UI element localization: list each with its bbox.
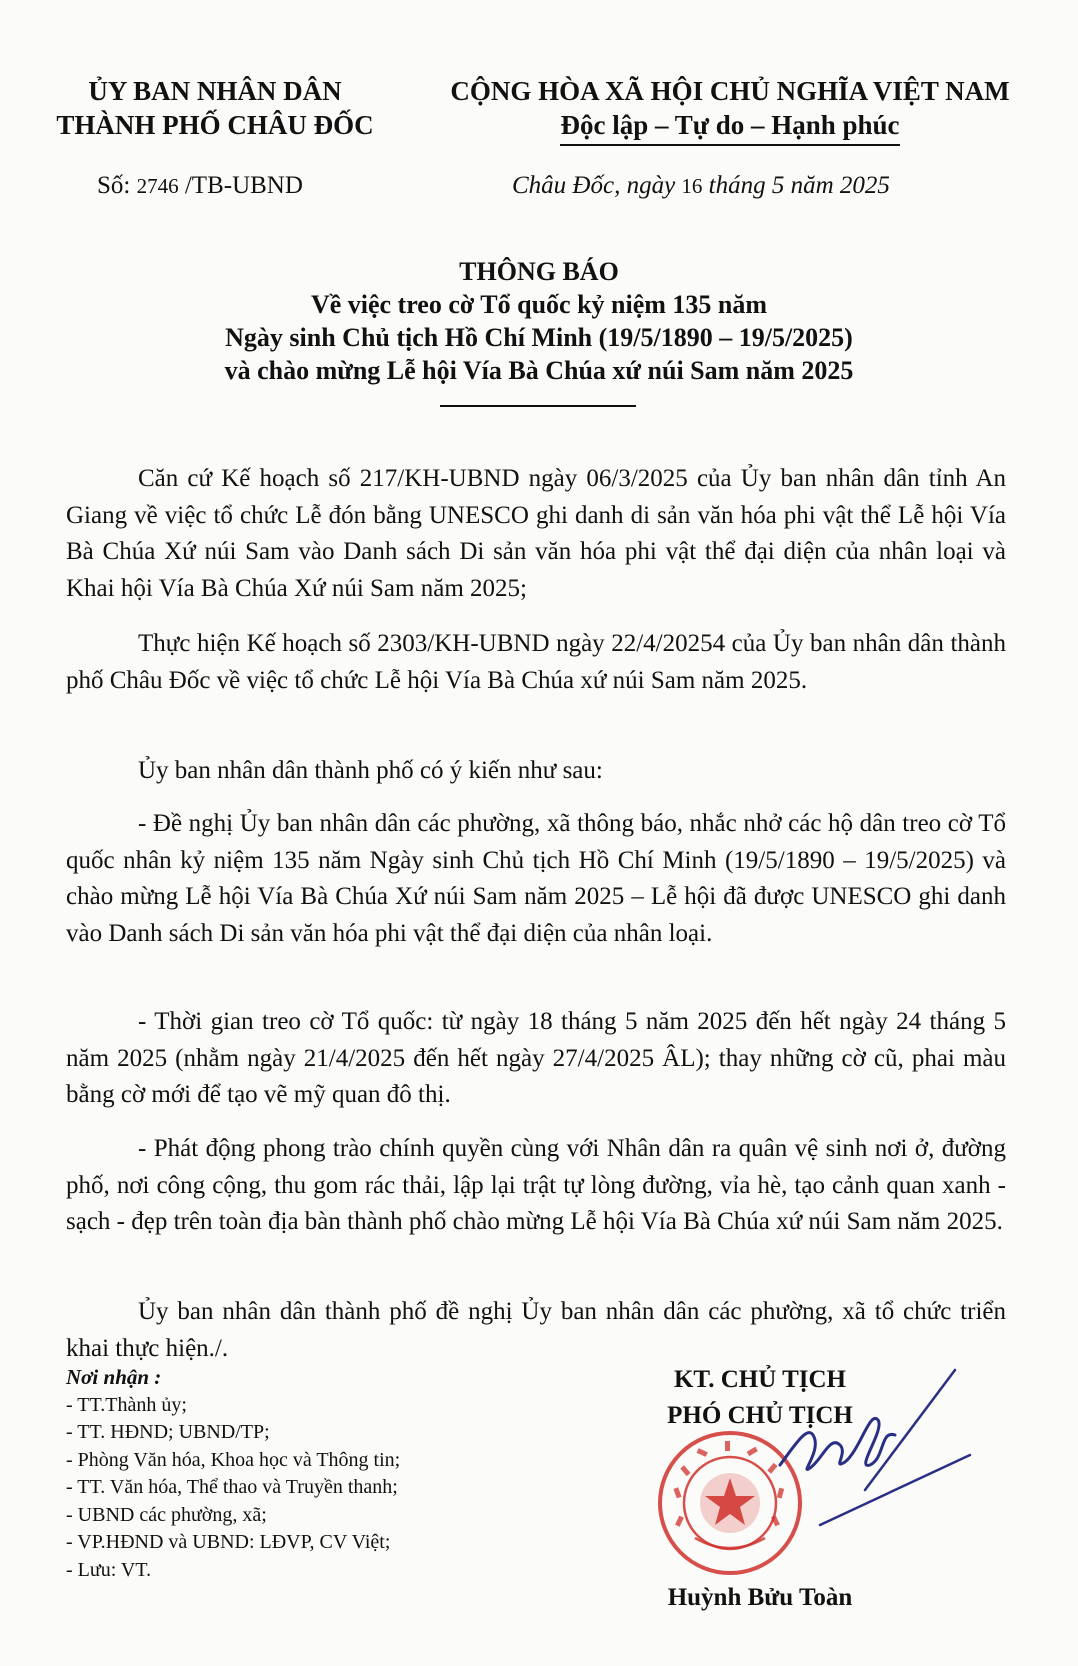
title-block bbox=[0, 255, 1078, 387]
document-number bbox=[97, 172, 303, 200]
paragraph-flag-period bbox=[66, 1004, 1006, 1114]
number-value: 2746 bbox=[136, 174, 179, 198]
recipient-item: - TT.Thành ủy; bbox=[66, 1393, 187, 1416]
nation-line1: CỘNG HÒA XÃ HỘI CHỦ NGHĨA VIỆT NAM bbox=[450, 76, 1010, 106]
nation-line2: Độc lập – Tự do – Hạnh phúc bbox=[560, 108, 899, 146]
title-line2: Ngày sinh Chủ tịch Hồ Chí Minh (19/5/1890 – 19/5/2025) bbox=[225, 323, 853, 352]
national-motto bbox=[420, 74, 1040, 146]
paragraph-cleanup-campaign bbox=[66, 1131, 1006, 1241]
agency-name bbox=[40, 74, 390, 142]
paragraph-opinion-intro bbox=[66, 753, 1006, 790]
handwritten-signature bbox=[760, 1350, 980, 1530]
signer-name: Huỳnh Bửu Toàn bbox=[667, 1584, 853, 1611]
paragraph-legal-basis-2 bbox=[66, 626, 1006, 699]
recipient-item: - TT. Văn hóa, Thể thao và Truyền thanh; bbox=[66, 1476, 398, 1498]
number-label: Số: bbox=[97, 172, 131, 199]
paragraph-text: - Phát động phong trào chính quyền cùng với Nhân dân ra quân vệ sinh nơi ở, đường phố, nơi công cộng, thu gom rác thải, lập lại trật tự lòng đường, vỉa hè, tạo cảnh quan xanh - sạch - đẹp trên toàn địa bàn thành phố chào mừng Lễ hội Vía Bà Chúa xứ núi Sam năm 2025. bbox=[66, 1135, 1006, 1235]
title-line1: Về việc treo cờ Tổ quốc kỷ niệm 135 năm bbox=[310, 290, 768, 319]
recipients-heading: Nơi nhận : bbox=[66, 1365, 162, 1389]
document-type: THÔNG BÁO bbox=[459, 257, 619, 286]
signature-role1: KT. CHỦ TỊCH bbox=[673, 1366, 847, 1393]
paragraph-request-flags bbox=[66, 806, 1006, 952]
paragraph-text: Thực hiện Kế hoạch số 2303/KH-UBND ngày 22/4/20254 của Ủy ban nhân dân thành phố Châu Đốc về việc tổ chức Lễ hội Vía Bà Chúa xứ núi Sam năm 2025. bbox=[66, 630, 1006, 694]
recipient-item: - Lưu: VT. bbox=[66, 1558, 152, 1581]
paragraph-text: Căn cứ Kế hoạch số 217/KH-UBND ngày 06/3/2025 của Ủy ban nhân dân tỉnh An Giang về việc tổ chức Lễ đón bằng UNESCO ghi danh di sản văn hóa phi vật thể Lễ hội Vía Bà Chúa Xứ núi Sam vào Danh sách Di sản văn hóa phi vật thể đại diện của nhân loại và Khai hội Vía Bà Chúa Xứ núi Sam năm 2025; bbox=[66, 465, 1006, 602]
recipient-item: - TT. HĐND; UBND/TP; bbox=[66, 1421, 270, 1443]
agency-line2: THÀNH PHỐ CHÂU ĐỐC bbox=[56, 110, 374, 140]
agency-line1: ỦY BAN NHÂN DÂN bbox=[88, 76, 342, 106]
paragraph-text: - Đề nghị Ủy ban nhân dân các phường, xã thông báo, nhắc nhở các hộ dân treo cờ Tổ quốc nhân kỷ niệm 135 năm Ngày sinh Chủ tịch Hồ Chí Minh (19/5/1890 – 19/5/2025) và chào mừng Lễ hội Vía Bà Chúa Xứ núi Sam năm 2025 – Lễ hội đã được UNESCO ghi danh vào Danh sách Di sản văn hóa phi vật thể đại diện của nhân loại. bbox=[66, 810, 1006, 947]
document-date bbox=[512, 172, 890, 200]
paragraph-text: Ủy ban nhân dân thành phố có ý kiến như sau: bbox=[138, 757, 603, 784]
title-underline bbox=[440, 405, 636, 407]
title-line3: và chào mừng Lễ hội Vía Bà Chúa xứ núi Sam năm 2025 bbox=[224, 356, 854, 385]
date-day: 16 bbox=[681, 174, 703, 198]
paragraph-legal-basis-1 bbox=[66, 461, 1006, 607]
recipient-item: - Phòng Văn hóa, Khoa học và Thông tin; bbox=[66, 1448, 401, 1471]
date-suffix: tháng 5 năm 2025 bbox=[708, 172, 890, 199]
signature-role2: PHÓ CHỦ TỊCH bbox=[667, 1402, 853, 1429]
date-prefix: Châu Đốc, ngày bbox=[512, 172, 676, 199]
recipients-list bbox=[66, 1364, 400, 1584]
recipient-item: - UBND các phường, xã; bbox=[66, 1503, 267, 1526]
number-suffix: /TB-UBND bbox=[184, 172, 303, 199]
paragraph-text: Ủy ban nhân dân thành phố đề nghị Ủy ban nhân dân các phường, xã tổ chức triển khai thực hiện./. bbox=[66, 1298, 1006, 1362]
recipient-item: - VP.HĐND và UBND: LĐVP, CV Việt; bbox=[66, 1531, 391, 1553]
paragraph-text: - Thời gian treo cờ Tổ quốc: từ ngày 18 tháng 5 năm 2025 đến hết ngày 24 tháng 5 năm 2025 (nhằm ngày 21/4/2025 đến hết ngày 27/4/2025 ÂL); thay những cờ cũ, phai màu bằng cờ mới để tạo vẽ mỹ quan đô thị. bbox=[66, 1008, 1006, 1108]
